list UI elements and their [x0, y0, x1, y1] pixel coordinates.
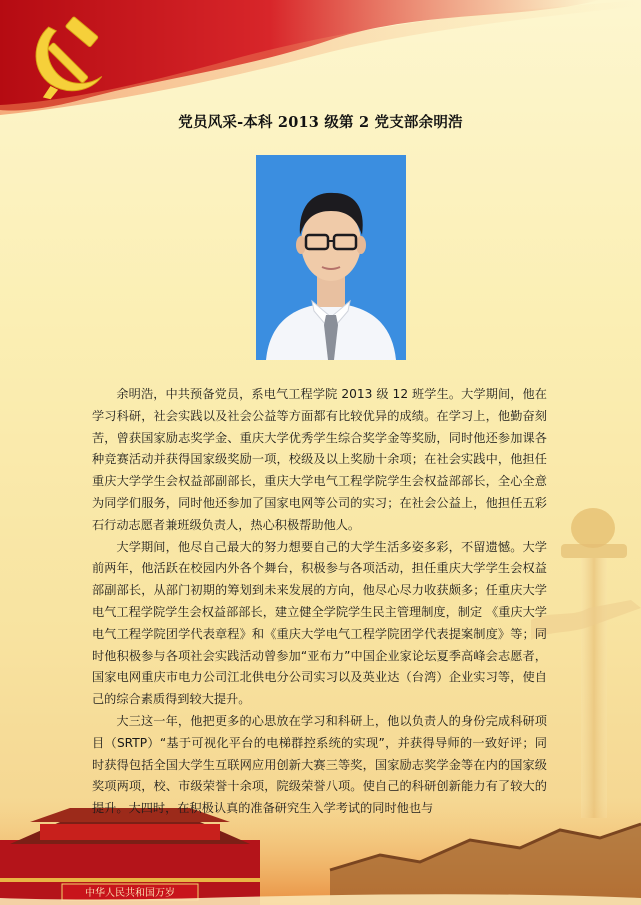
page-title: 党员风采-本科 2013 级第 2 党支部余明浩 — [178, 114, 463, 131]
gate-sign: 中华人民共和国万岁 — [85, 888, 175, 899]
huabiao-column-decoration — [531, 500, 641, 830]
paragraph: 大学期间，他尽自己最大的努力想要自己的大学生活多姿多彩，不留遗憾。大学前两年，他活跃在校园内外各个舞台，积极参与各项活动，担任重庆大学学生会权益部副部长，从部门初期的筹划到未来发展的方向，他尽心尽力收获颇多；任重庆大学电气工程学院学生会权益部部长，建立健全学院学生民主管理制度，制定 《重庆大学电气工程学院团学代表章程》和《重庆大学电气工程学院团学代表提案制度》等；同时他积极参与各项社会实践活动曾参加“亚布力”中国企业家论坛夏季高峰会志愿者，国家电网重庆市电力公司江北供电分公司实习以及英业达（台湾）企业实习等，使自己的综合素质得到较大提升。 — [92, 539, 547, 707]
article-body — [92, 384, 547, 820]
party-emblem-icon — [22, 10, 117, 105]
paragraph: 余明浩，中共预备党员，系电气工程学院 2013 级 12 班学生。大学期间，他在学习科研，社会实践以及社会公益等方面都有比较优异的成绩。在学习上，他勤奋刻苦，曾获国家励志奖学金、重庆大学优秀学生综合奖学金等奖励，同时他还参加课各种竞赛活动并获得国家级奖励一项，校级及以上奖励十余项；在社会实践中，他担任重庆大学学生会权益部副部长，重庆大学电气工程学院学生会权益部部长，全心全意为同学们服务，同时他还参加了国家电网等公司的实习；在社会公益上，他担任五彩石行动志愿者兼班级负责人，热心积极帮助他人。 — [92, 387, 547, 532]
portrait-photo — [256, 155, 406, 360]
paragraph: 大三这一年，他把更多的心思放在学习和科研上，他以负责人的身份完成科研项目（SRTP）“基于可视化平台的电梯群控系统的实现”，并获得导师的一致好评；同时获得包括全国大学生互联网应用创新大赛三等奖，国家励志奖学金等在内的国家级奖项两项，校、市级荣誉十余项，院级荣誉八项。使自己的科研创新能力有了较大的提升。大四时，在积极认真的准备研究生入学考试的同时他也与 — [92, 713, 547, 816]
